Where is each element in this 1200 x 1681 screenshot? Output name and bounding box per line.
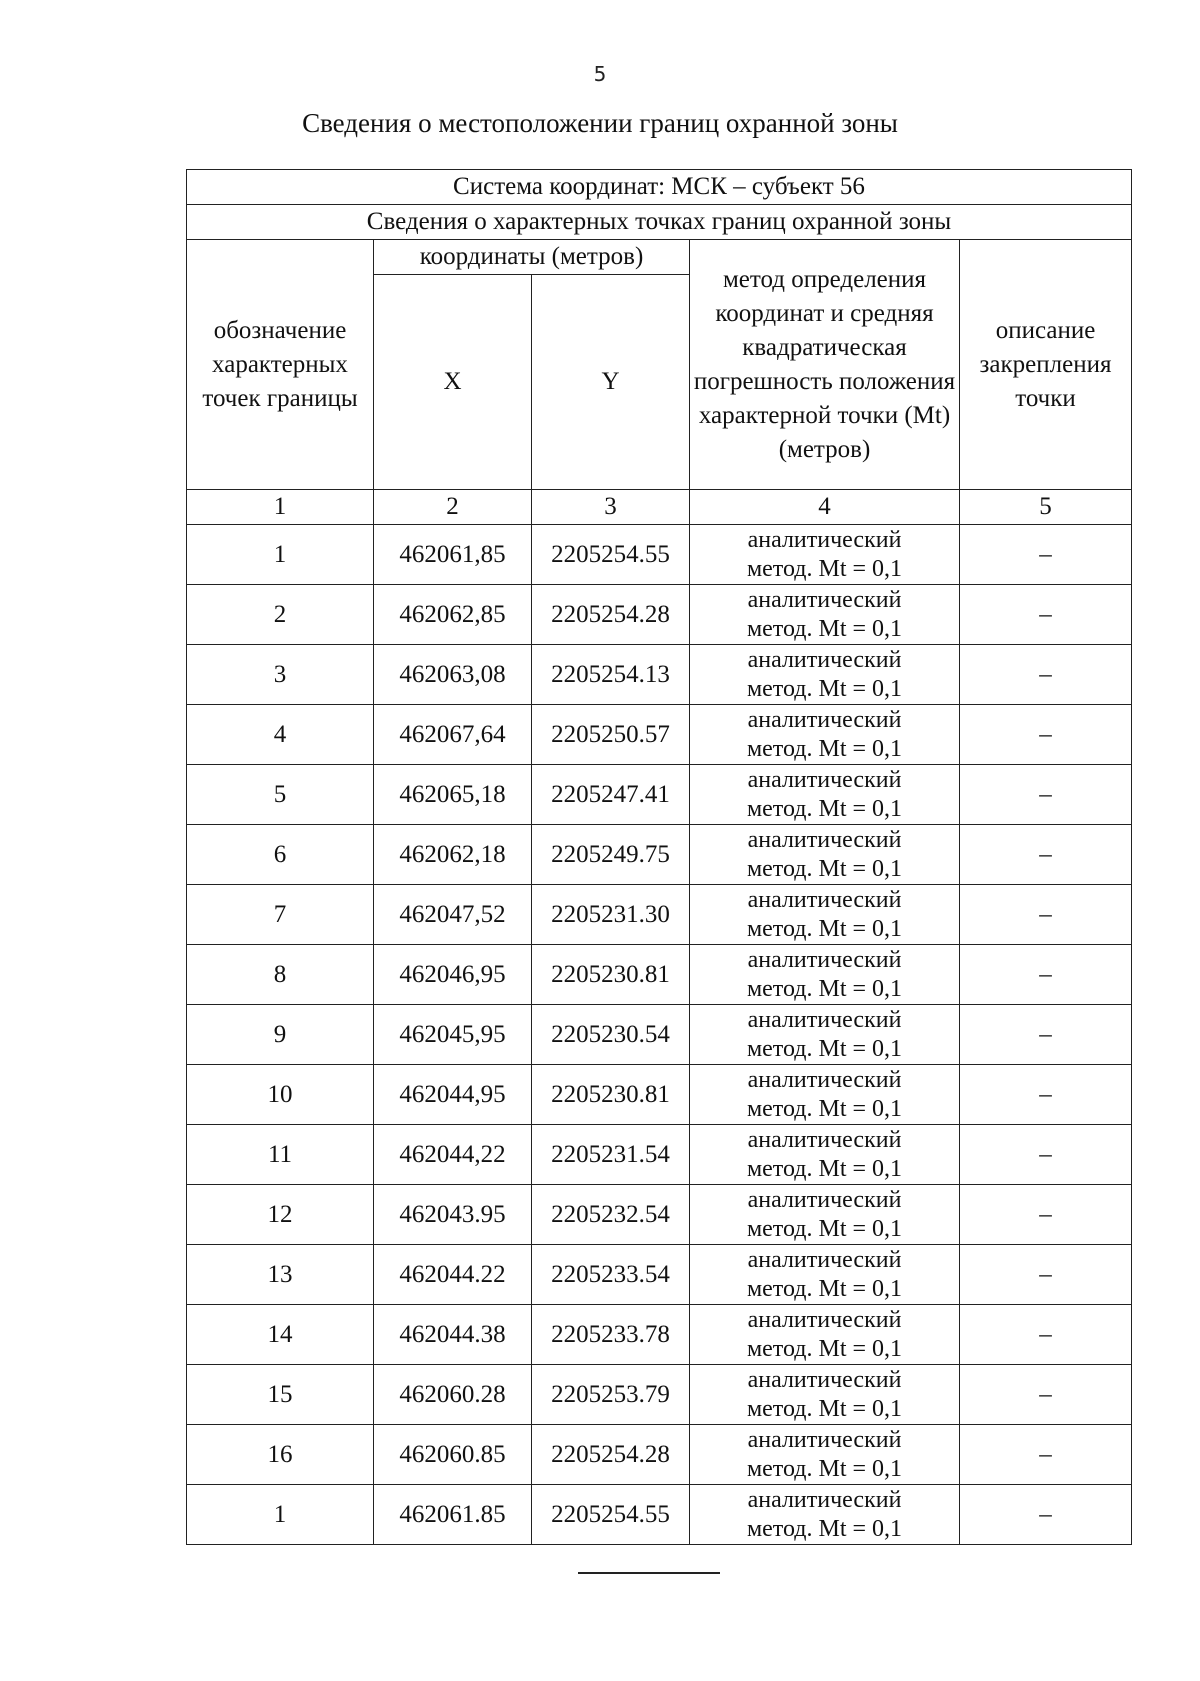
- method-line: метод. Mt = 0,1: [746, 1035, 903, 1062]
- point-cell: 5: [187, 765, 374, 825]
- y-cell: 2205254.13: [532, 645, 690, 705]
- page-number: 5: [593, 62, 607, 86]
- table-row: [187, 1425, 1132, 1485]
- point-cell: 3: [187, 645, 374, 705]
- description-cell: –: [960, 1365, 1132, 1425]
- method-line: метод. Mt = 0,1: [746, 615, 903, 642]
- y-cell: 2205232.54: [532, 1185, 690, 1245]
- header-row: [187, 240, 1132, 275]
- y-cell: 2205253.79: [532, 1365, 690, 1425]
- method-line: метод. Mt = 0,1: [746, 855, 903, 882]
- y-cell: 2205250.57: [532, 705, 690, 765]
- description-cell: –: [960, 1065, 1132, 1125]
- method-line: аналитический: [747, 1366, 902, 1393]
- x-cell: 462061.85: [374, 1485, 532, 1545]
- method-line: аналитический: [747, 1006, 902, 1033]
- description-cell: –: [960, 765, 1132, 825]
- point-cell: 14: [187, 1305, 374, 1365]
- y-cell: 2205254.28: [532, 1425, 690, 1485]
- description-cell: –: [960, 945, 1132, 1005]
- column-number: 4: [690, 490, 960, 525]
- y-cell: 2205230.81: [532, 1065, 690, 1125]
- point-cell: 8: [187, 945, 374, 1005]
- method-line: аналитический: [747, 646, 902, 673]
- method-line: аналитический: [747, 946, 902, 973]
- y-cell: 2205254.55: [532, 1485, 690, 1545]
- method-line: аналитический: [747, 826, 902, 853]
- description-cell: –: [960, 825, 1132, 885]
- header-description: описание закрепления точки: [960, 240, 1132, 490]
- point-cell: 6: [187, 825, 374, 885]
- method-cell: [690, 1065, 960, 1125]
- method-line: аналитический: [747, 1426, 902, 1453]
- description-cell: –: [960, 1245, 1132, 1305]
- x-cell: 462044,22: [374, 1125, 532, 1185]
- table-caption-row: [187, 205, 1132, 240]
- y-cell: 2205233.78: [532, 1305, 690, 1365]
- method-line: метод. Mt = 0,1: [746, 915, 903, 942]
- method-cell: [690, 585, 960, 645]
- table-row: [187, 1185, 1132, 1245]
- point-cell: 11: [187, 1125, 374, 1185]
- method-line: аналитический: [747, 1306, 902, 1333]
- column-number: 2: [374, 490, 532, 525]
- table-row: [187, 1485, 1132, 1545]
- x-cell: 462060.85: [374, 1425, 532, 1485]
- page-title: Сведения о местоположении границ охранной зоны: [302, 108, 898, 138]
- method-line: аналитический: [747, 1246, 902, 1273]
- x-cell: 462067,64: [374, 705, 532, 765]
- y-cell: 2205230.81: [532, 945, 690, 1005]
- y-cell: 2205249.75: [532, 825, 690, 885]
- method-cell: [690, 1125, 960, 1185]
- table-row: [187, 1245, 1132, 1305]
- y-cell: 2205233.54: [532, 1245, 690, 1305]
- table-row: [187, 705, 1132, 765]
- method-cell: [690, 1425, 960, 1485]
- point-cell: 2: [187, 585, 374, 645]
- method-line: аналитический: [747, 586, 902, 613]
- table-caption-cell: Сведения о характерных точках границ охранной зоны: [187, 205, 1132, 240]
- table-row: [187, 1305, 1132, 1365]
- x-cell: 462043.95: [374, 1185, 532, 1245]
- header-method: метод определения координат и средняя квадратическая погрешность положения характерной точки (Mt) (метров): [690, 240, 960, 490]
- column-number: 3: [532, 490, 690, 525]
- method-line: метод. Mt = 0,1: [746, 1515, 903, 1542]
- point-cell: 4: [187, 705, 374, 765]
- table-row: [187, 585, 1132, 645]
- method-cell: [690, 1185, 960, 1245]
- method-line: метод. Mt = 0,1: [746, 675, 903, 702]
- table-row: [187, 765, 1132, 825]
- x-cell: 462061,85: [374, 525, 532, 585]
- method-cell: [690, 1305, 960, 1365]
- method-line: метод. Mt = 0,1: [746, 1335, 903, 1362]
- header-x: X: [374, 275, 532, 490]
- point-cell: 16: [187, 1425, 374, 1485]
- x-cell: 462060.28: [374, 1365, 532, 1425]
- description-cell: –: [960, 1425, 1132, 1485]
- point-cell: 10: [187, 1065, 374, 1125]
- method-line: аналитический: [747, 886, 902, 913]
- method-line: аналитический: [747, 706, 902, 733]
- x-cell: 462045,95: [374, 1005, 532, 1065]
- table-row: [187, 945, 1132, 1005]
- point-cell: 7: [187, 885, 374, 945]
- y-cell: 2205254.28: [532, 585, 690, 645]
- coordinate-system-cell: Система координат: МСК – субъект 56: [187, 170, 1132, 205]
- point-cell: 1: [187, 1485, 374, 1545]
- description-cell: –: [960, 1485, 1132, 1545]
- method-line: аналитический: [747, 526, 902, 553]
- table-row: [187, 1365, 1132, 1425]
- method-line: аналитический: [747, 1126, 902, 1153]
- point-cell: 13: [187, 1245, 374, 1305]
- description-cell: –: [960, 645, 1132, 705]
- y-cell: 2205231.54: [532, 1125, 690, 1185]
- description-cell: –: [960, 525, 1132, 585]
- x-cell: 462062,18: [374, 825, 532, 885]
- y-cell: 2205254.55: [532, 525, 690, 585]
- method-cell: [690, 525, 960, 585]
- point-cell: 9: [187, 1005, 374, 1065]
- header-designation: обозначение характерных точек границы: [187, 240, 374, 490]
- footer-rule: [578, 1572, 720, 1574]
- description-cell: –: [960, 1125, 1132, 1185]
- method-line: аналитический: [747, 1486, 902, 1513]
- method-line: метод. Mt = 0,1: [746, 795, 903, 822]
- description-cell: –: [960, 1305, 1132, 1365]
- description-cell: –: [960, 705, 1132, 765]
- method-line: метод. Mt = 0,1: [746, 1395, 903, 1422]
- method-line: метод. Mt = 0,1: [746, 735, 903, 762]
- method-line: метод. Mt = 0,1: [746, 975, 903, 1002]
- method-cell: [690, 705, 960, 765]
- method-cell: [690, 825, 960, 885]
- column-number: 1: [187, 490, 374, 525]
- point-cell: 12: [187, 1185, 374, 1245]
- x-cell: 462063,08: [374, 645, 532, 705]
- description-cell: –: [960, 1185, 1132, 1245]
- method-cell: [690, 1365, 960, 1425]
- table-row: [187, 1125, 1132, 1185]
- point-cell: 1: [187, 525, 374, 585]
- table-row: [187, 825, 1132, 885]
- method-cell: [690, 765, 960, 825]
- method-line: метод. Mt = 0,1: [746, 1455, 903, 1482]
- method-cell: [690, 1005, 960, 1065]
- method-line: метод. Mt = 0,1: [746, 1155, 903, 1182]
- table-row: [187, 885, 1132, 945]
- x-cell: 462062,85: [374, 585, 532, 645]
- description-cell: –: [960, 585, 1132, 645]
- column-number: 5: [960, 490, 1132, 525]
- y-cell: 2205247.41: [532, 765, 690, 825]
- table-row: [187, 1065, 1132, 1125]
- header-y: Y: [532, 275, 690, 490]
- boundary-points-table: [186, 169, 1132, 1545]
- method-line: метод. Mt = 0,1: [746, 1275, 903, 1302]
- table-row: [187, 645, 1132, 705]
- x-cell: 462046,95: [374, 945, 532, 1005]
- y-cell: 2205230.54: [532, 1005, 690, 1065]
- table-row: [187, 525, 1132, 585]
- method-line: метод. Mt = 0,1: [746, 1095, 903, 1122]
- x-cell: 462065,18: [374, 765, 532, 825]
- point-cell: 15: [187, 1365, 374, 1425]
- method-cell: [690, 1245, 960, 1305]
- x-cell: 462044.38: [374, 1305, 532, 1365]
- header-coordinates: координаты (метров): [374, 240, 690, 275]
- description-cell: –: [960, 885, 1132, 945]
- description-cell: –: [960, 1005, 1132, 1065]
- x-cell: 462047,52: [374, 885, 532, 945]
- method-line: аналитический: [747, 1066, 902, 1093]
- x-cell: 462044.22: [374, 1245, 532, 1305]
- table-row: [187, 1005, 1132, 1065]
- method-line: аналитический: [747, 766, 902, 793]
- coordinate-system-row: [187, 170, 1132, 205]
- method-line: метод. Mt = 0,1: [746, 555, 903, 582]
- column-number-row: [187, 490, 1132, 525]
- method-cell: [690, 885, 960, 945]
- method-line: метод. Mt = 0,1: [746, 1215, 903, 1242]
- method-cell: [690, 645, 960, 705]
- method-cell: [690, 945, 960, 1005]
- x-cell: 462044,95: [374, 1065, 532, 1125]
- y-cell: 2205231.30: [532, 885, 690, 945]
- method-cell: [690, 1485, 960, 1545]
- method-line: аналитический: [747, 1186, 902, 1213]
